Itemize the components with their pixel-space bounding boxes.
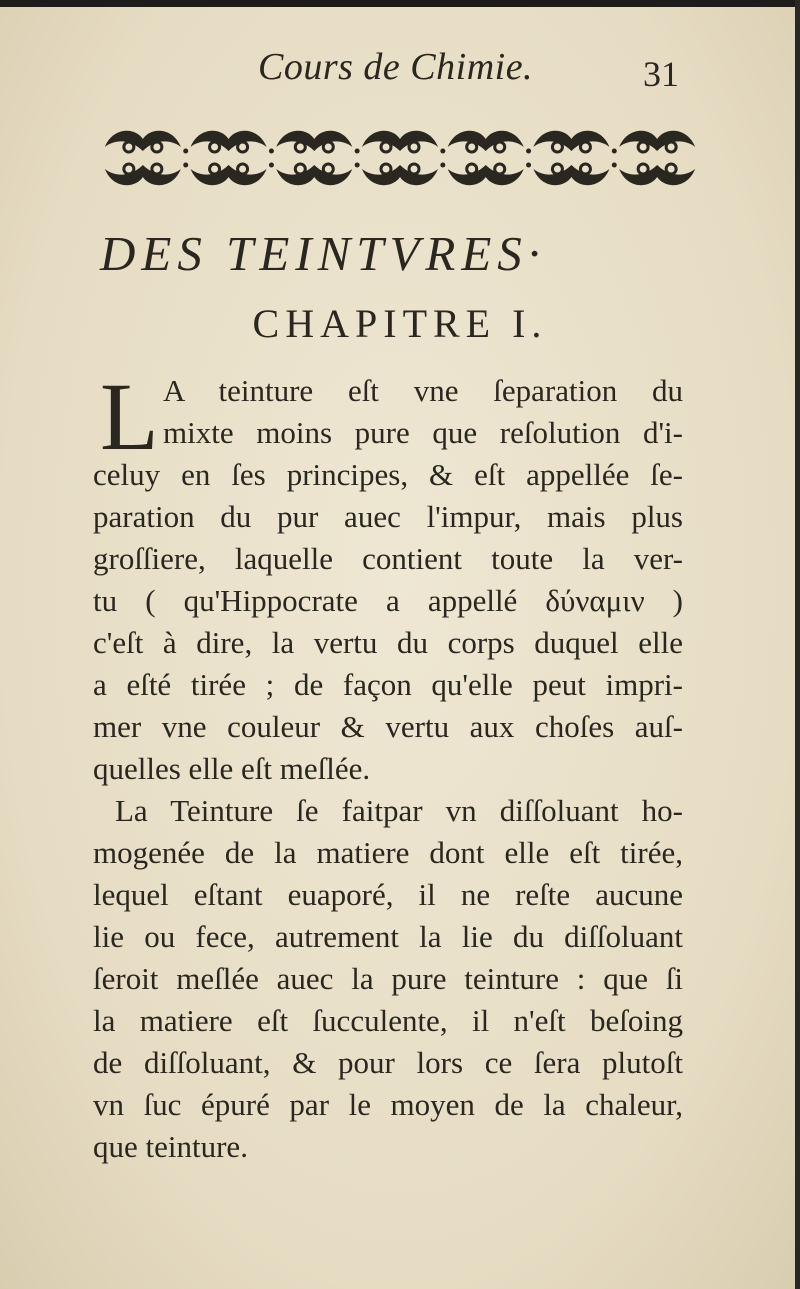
text-line: lequel eſtant euaporé, il ne reſte aucune [93, 877, 683, 912]
paragraph-2 [93, 790, 683, 1168]
chapter-heading: CHAPITRE I. [252, 301, 548, 346]
page-right-edge [795, 0, 800, 1289]
fleuron-unit-icon [269, 131, 352, 185]
text-line: mer vne couleur & vertu aux choſes auſ- [93, 709, 683, 744]
text-line: c'eſt à dire, la vertu du corps duquel elle [93, 625, 683, 660]
text-line: mixte moins pure que reſolution d'i- [163, 415, 683, 450]
fleuron-unit-icon [612, 131, 695, 185]
text-line: groſſiere, laquelle contient toute la ver- [93, 541, 683, 576]
text-line: La Teinture ſe faitpar vn diſſoluant ho- [115, 793, 683, 828]
drop-cap: L [100, 363, 159, 470]
text-line: vn ſuc épuré par le moyen de la chaleur, [93, 1087, 683, 1122]
fleuron-unit-icon [526, 131, 609, 185]
text-line: mogenée de la matiere dont elle eſt tirée, [93, 835, 683, 870]
text-line: celuy en ſes principes, & eſt appellée ſe- [93, 457, 683, 492]
body-text [93, 363, 683, 1168]
text-line: la matiere eſt ſucculente, il n'eſt beſoing [93, 1003, 683, 1038]
text-line: ſeroit meſlée auec la pure teinture : que ſi [93, 961, 683, 996]
section-title: DES TEINTVRES· [100, 226, 547, 281]
fleuron-band-icon [100, 125, 700, 191]
page-number: 31 [643, 54, 679, 94]
text-line: tu ( qu'Hippocrate a appellé δύναμιν ) [93, 583, 683, 618]
text-line: quelles elle eſt meſlée. [93, 751, 371, 786]
text-line: a eſté tirée ; de façon qu'elle peut impri- [93, 667, 683, 702]
fleuron-unit-icon [355, 131, 438, 185]
text-line: lie ou fece, autrement la lie du diſſoluant [93, 919, 683, 954]
text-line: que teinture. [93, 1129, 248, 1164]
running-title: Cours de Chimie. [258, 46, 534, 88]
fleuron-unit-icon [440, 131, 523, 185]
fleuron-unit-icon [183, 131, 266, 185]
running-header [0, 45, 800, 95]
text-line: paration du pur auec l'impur, mais plus [93, 499, 683, 534]
fleuron-unit-icon [105, 131, 181, 185]
text-line: A teinture eſt vne ſeparation du [163, 373, 683, 408]
text-line: de diſſoluant, & pour lors ce ſera plutoſt [93, 1045, 683, 1080]
paragraph-1 [93, 363, 683, 790]
page-top-edge [0, 0, 800, 7]
